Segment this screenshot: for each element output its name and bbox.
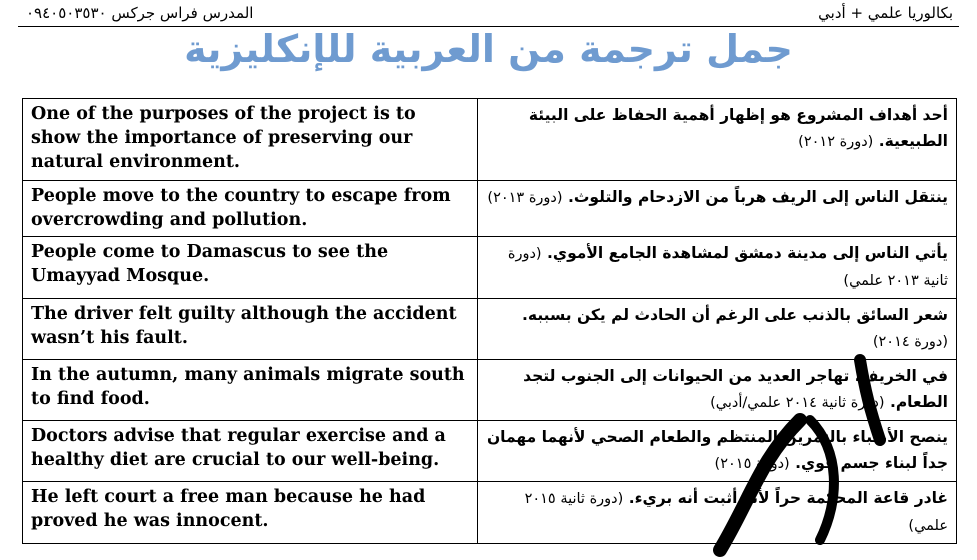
arabic-sentence: غادر قاعة المحكمة حراً لأنه أثبت أنه بريء. — [628, 489, 948, 507]
grade-label: بكالوريا علمي + أدبي — [818, 4, 953, 22]
english-sentence: He left court a free man because he had proved he was innocent. — [23, 482, 478, 544]
arabic-sentence: ينصح الأطباء بالتمرين المنتظم والطعام الصحي لأنهما مهمان جداً لبناء جسم قوي. — [486, 428, 948, 472]
table-row — [23, 299, 957, 360]
page-header — [0, 4, 977, 26]
table-row — [23, 421, 957, 482]
translation-table — [22, 98, 957, 544]
exam-session: (دورة ٢٠١٢) — [798, 134, 874, 150]
english-sentence: People come to Damascus to see the Umayyad Mosque. — [23, 237, 478, 299]
arabic-sentence-cell — [478, 99, 957, 181]
arabic-sentence: يأتي الناس إلى مدينة دمشق لمشاهدة الجامع الأموي. — [546, 244, 948, 262]
exam-session: (دورة ثانية ٢٠١٤ علمي/أدبي) — [710, 395, 885, 411]
english-sentence: People move to the country to escape from overcrowding and pollution. — [23, 181, 478, 237]
english-sentence: The driver felt guilty although the accident wasn’t his fault. — [23, 299, 478, 360]
page-title: جمل ترجمة من العربية للإنكليزية — [184, 27, 793, 71]
arabic-sentence-cell — [478, 181, 957, 237]
exam-session: (دورة ثانية ٢٠١٥ علمي) — [524, 491, 948, 534]
table-row — [23, 360, 957, 421]
english-sentence: One of the purposes of the project is to show the importance of preserving our natural environment. — [23, 99, 478, 181]
exam-session: (دورة ٢٠١٤) — [872, 334, 948, 350]
english-sentence: In the autumn, many animals migrate south to find food. — [23, 360, 478, 421]
arabic-sentence-cell — [478, 482, 957, 544]
table-row — [23, 482, 957, 544]
arabic-sentence-cell — [478, 237, 957, 299]
exam-session: (دورة ثانية ٢٠١٣ علمي) — [507, 246, 948, 289]
arabic-sentence-cell — [478, 299, 957, 360]
arabic-sentence: ينتقل الناس إلى الريف هرباً من الازدحام والتلوث. — [567, 188, 948, 206]
table-row — [23, 99, 957, 181]
arabic-sentence: أحد أهداف المشروع هو إظهار أهمية الحفاظ على البيئة الطبيعية. — [528, 106, 948, 150]
arabic-sentence-cell — [478, 360, 957, 421]
exam-session: (دورة ٢٠١٥) — [714, 456, 790, 472]
table-row — [23, 237, 957, 299]
english-sentence: Doctors advise that regular exercise and a healthy diet are crucial to our well-being. — [23, 421, 478, 482]
table-row — [23, 181, 957, 237]
arabic-sentence: في الخريف، تهاجر العديد من الحيوانات إلى الجنوب لتجد الطعام. — [523, 367, 948, 411]
arabic-sentence-cell — [478, 421, 957, 482]
teacher-contact: المدرس فراس جركس ٠٩٤٠٥٠٣٥٣٠ — [26, 4, 254, 22]
arabic-sentence: شعر السائق بالذنب على الرغم أن الحادث لم يكن بسببه. — [522, 306, 948, 324]
exam-session: (دورة ٢٠١٣) — [487, 190, 563, 206]
